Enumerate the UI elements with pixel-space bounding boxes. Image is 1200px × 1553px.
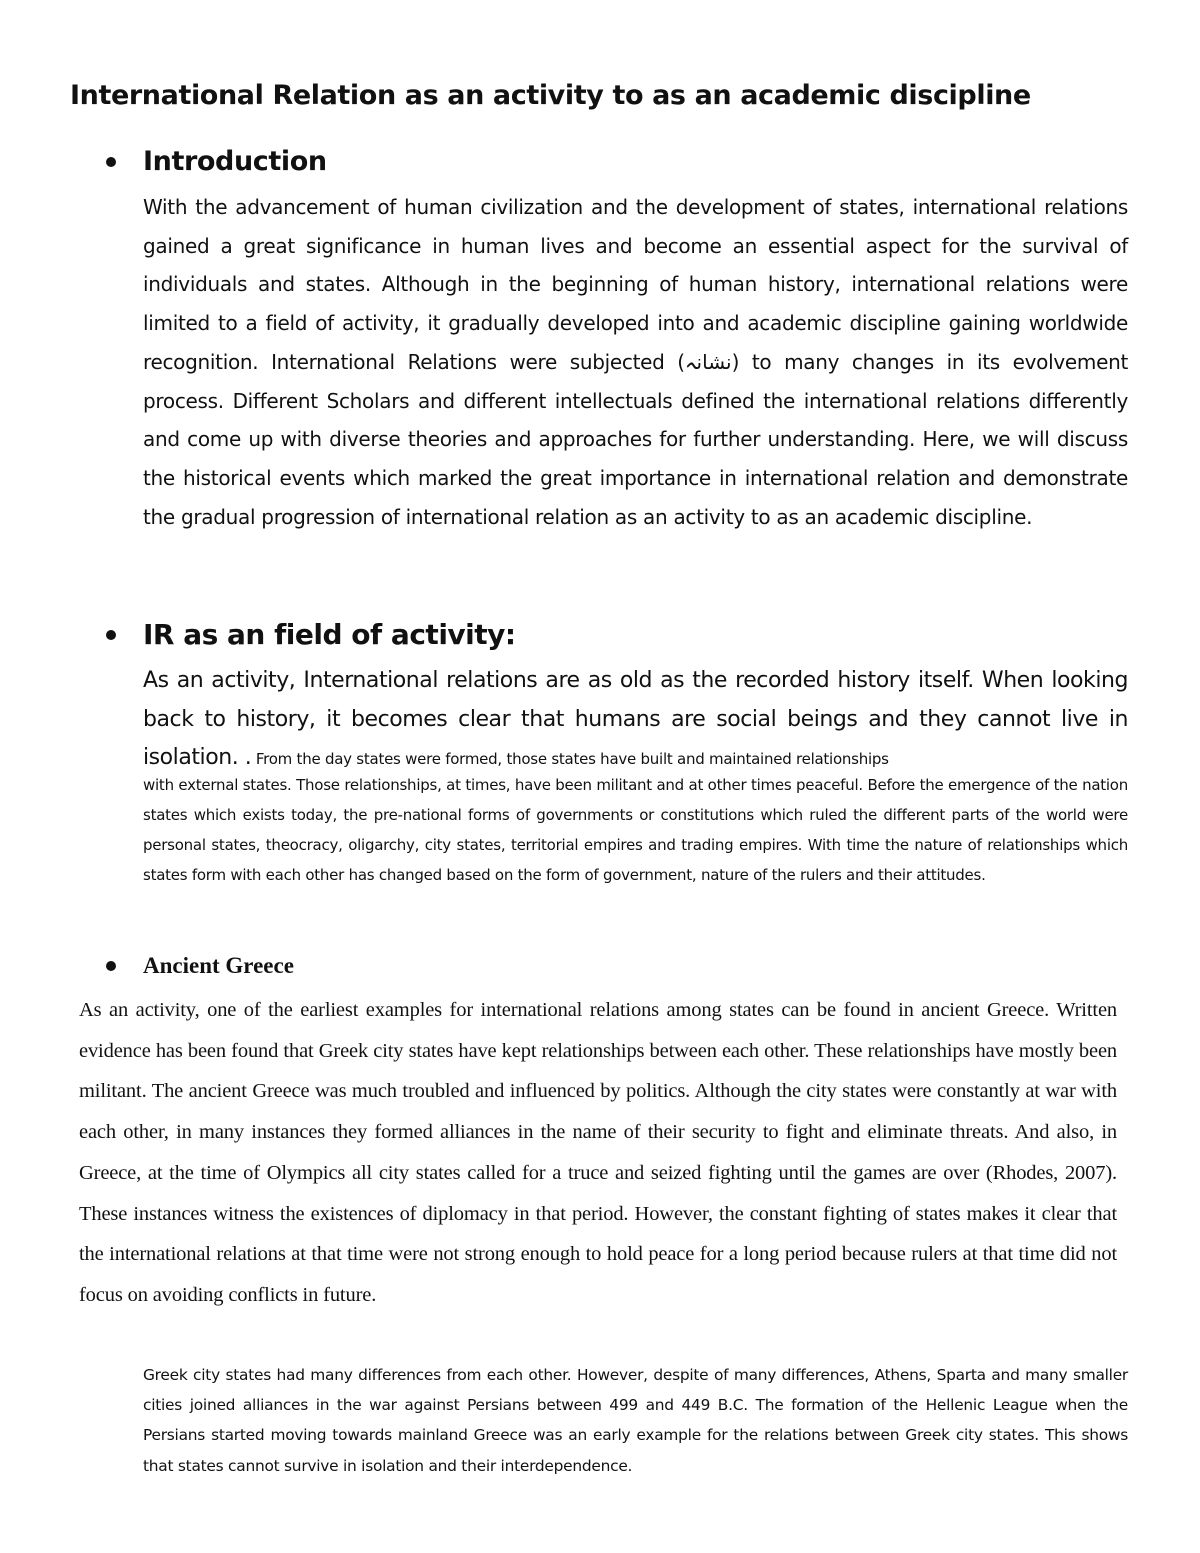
bullet-icon (106, 630, 116, 640)
introduction-heading: Introduction (143, 146, 327, 177)
ir-activity-small-text: with external states. Those relationships, at times, have been militant and at other times peaceful. Before the emergence of the nation states which exists today, the pre-national forms of governments or constitutions which ruled the different parts of the world were personal states, theocracy, oligarchy, city states, territorial empires and trading empires. With time the nature of relationships which states form with each other has changed based on the form of government, nature of the rulers and their attitudes. (143, 775, 1128, 885)
ir-activity-large-text: As an activity, International relations are as old as the recorded history itself. When looking back to history, it becomes clear that humans are social beings and they cannot live in isolation. . (143, 668, 1128, 770)
bullet-icon (106, 961, 116, 971)
ir-activity-heading: IR as an field of activity: (143, 618, 516, 651)
greek-city-states-paragraph: Greek city states had many differences from each other. However, despite of many differences, Athens, Sparta and many smaller cities joined alliances in the war against Persians between 499 and 449 B.C. The formation of the Hellenic League when the Persians started moving towards mainland Greece was an early example for the relations between Greek city states. This shows that states cannot survive in isolation and their interdependence. (143, 1366, 1128, 1475)
document-title: International Relation as an activity to as an academic discipline (70, 80, 1031, 111)
introduction-paragraph: With the advancement of human civilization and the development of states, international relations gained a great significance in human lives and become an essential aspect for the survival of individuals and states. Although in the beginning of human history, international relations were limited to a field of activity, it gradually developed into and academic discipline gaining worldwide recognition. International Relations were subjected (نشانہ) to many changes in its evolvement process. Different Scholars and different intellectuals defined the international relations differently and come up with diverse theories and approaches for further understanding. Here, we will discuss the historical events which marked the great importance in international relation and demonstrate the gradual progression of international relation as an activity to as an academic discipline. (143, 195, 1128, 529)
ancient-greece-paragraph: As an activity, one of the earliest examples for international relations among states can be found in ancient Greece. Written evidence has been found that Greek city states have kept relationships between each other. These relationships have mostly been militant. The ancient Greece was much troubled and influenced by politics. Although the city states were constantly at war with each other, in many instances they formed alliances in the name of their security to fight and eliminate threats. And also, in Greece, at the time of Olympics all city states called for a truce and seized fighting until the games are over (Rhodes, 2007). These instances witness the existences of diplomacy in that period. However, the constant fighting of states makes it clear that the international relations at that time were not strong enough to hold peace for a long period because rulers at that time did not focus on avoiding conflicts in future. (79, 999, 1117, 1306)
ir-activity-paragraph (143, 662, 1128, 890)
ir-activity-small-text-start: From the day states were formed, those states have built and maintained relationships (251, 750, 889, 768)
ancient-greece-heading: Ancient Greece (143, 953, 294, 978)
bullet-icon (106, 157, 116, 167)
